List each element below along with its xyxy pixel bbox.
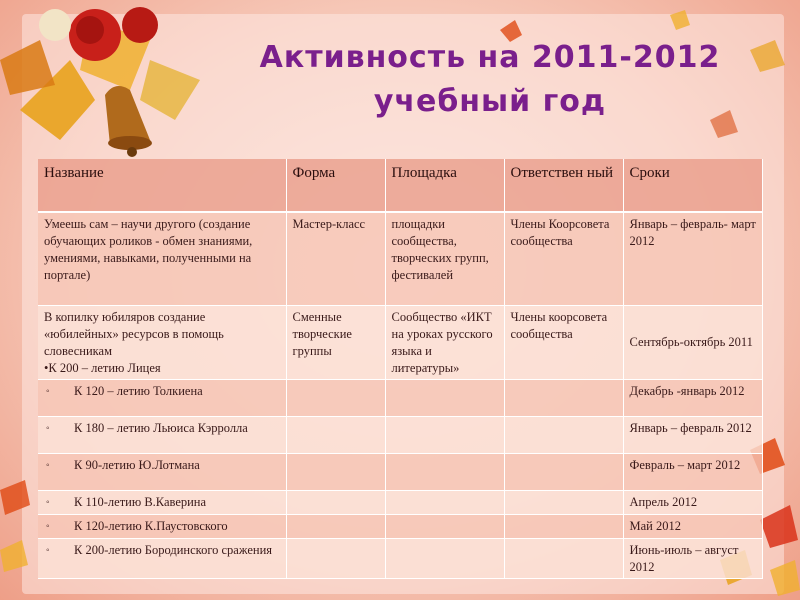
- list-bullet-icon: ◦: [46, 544, 50, 556]
- empty-cell: [286, 538, 385, 578]
- empty-cell: [385, 538, 504, 578]
- list-bullet-icon: ◦: [46, 385, 50, 397]
- header-dates: Сроки: [623, 159, 762, 212]
- subitem-dates-cell: Май 2012: [623, 514, 762, 538]
- row-name-extra-text: •К 200 – летию Лицея: [44, 360, 161, 375]
- subitem-dates-cell: Декабрь -январь 2012: [623, 379, 762, 416]
- header-responsible: Ответствен ный: [504, 159, 623, 212]
- empty-cell: [385, 514, 504, 538]
- subitem-name: К 110-летию В.Каверина: [74, 494, 207, 509]
- row-name-cell: [38, 305, 286, 379]
- table-header-row: [38, 159, 762, 212]
- subitem-dates-cell: Январь – февраль 2012: [623, 416, 762, 453]
- subitem-name-cell: [38, 379, 286, 416]
- row-form-cell: Мастер-класс: [286, 212, 385, 305]
- table-row: [38, 538, 762, 578]
- empty-cell: [504, 514, 623, 538]
- list-bullet-icon: ◦: [46, 496, 50, 508]
- row-name-cell: Умеешь сам – научи другого (создание обучающих роликов - обмен знаниями, умениями, навыками, полученными на портале): [38, 212, 286, 305]
- subitem-name-cell: [38, 514, 286, 538]
- empty-cell: [286, 453, 385, 490]
- header-name: Название: [38, 159, 286, 212]
- table-row: [38, 453, 762, 490]
- empty-cell: [504, 538, 623, 578]
- row-place-cell: Сообщество «ИКТ на уроках русского языка и литературы»: [385, 305, 504, 379]
- header-form: Форма: [286, 159, 385, 212]
- empty-cell: [286, 379, 385, 416]
- subitem-dates-cell: Июнь-июль – август 2012: [623, 538, 762, 578]
- row-form-cell: Сменные творческие группы: [286, 305, 385, 379]
- header-place: Площадка: [385, 159, 504, 212]
- row-dates-cell: Сентябрь-октябрь 2011: [623, 305, 762, 379]
- autumn-leaves-left-decoration: [0, 430, 40, 600]
- table-row: [38, 379, 762, 416]
- row-responsible-cell: Члены коорсовета сообщества: [504, 305, 623, 379]
- subitem-name: К 180 – летию Льюиса Кэрролла: [74, 420, 248, 435]
- table-row: [38, 514, 762, 538]
- empty-cell: [286, 416, 385, 453]
- subitem-name-cell: [38, 538, 286, 578]
- empty-cell: [286, 514, 385, 538]
- activity-plan-table: [38, 159, 763, 579]
- row-place-cell: площадки сообщества, творческих групп, фестивалей: [385, 212, 504, 305]
- list-bullet-icon: ◦: [46, 422, 50, 434]
- table-row: [38, 212, 762, 305]
- empty-cell: [385, 416, 504, 453]
- list-bullet-icon: ◦: [46, 459, 50, 471]
- empty-cell: [504, 416, 623, 453]
- row-responsible-cell: Члены Коорсовета сообщества: [504, 212, 623, 305]
- list-bullet-icon: ◦: [46, 520, 50, 532]
- subitem-name: К 90-летию Ю.Лотмана: [74, 457, 200, 472]
- subitem-name-cell: [38, 416, 286, 453]
- subitem-name: К 120 – летию Толкиена: [74, 383, 203, 398]
- subitem-dates-cell: Апрель 2012: [623, 490, 762, 514]
- subitem-name: К 120-летию К.Паустовского: [74, 518, 228, 533]
- empty-cell: [286, 490, 385, 514]
- empty-cell: [504, 490, 623, 514]
- row-dates-cell: Январь – февраль- март 2012: [623, 212, 762, 305]
- table-row: [38, 490, 762, 514]
- title-line-2: учебный год: [373, 84, 607, 119]
- subitem-dates-cell: Февраль – март 2012: [623, 453, 762, 490]
- empty-cell: [385, 379, 504, 416]
- empty-cell: [385, 490, 504, 514]
- title-line-1: Активность на 2011-2012: [259, 40, 721, 75]
- table-row: [38, 416, 762, 453]
- subitem-name: К 200-летию Бородинского сражения: [74, 542, 273, 557]
- table-row: [38, 305, 762, 379]
- empty-cell: [504, 379, 623, 416]
- row-name-text: В копилку юбиляров создание «юбилейных» ресурсов в помощь словесникам: [44, 309, 224, 358]
- subitem-name-cell: [38, 453, 286, 490]
- empty-cell: [504, 453, 623, 490]
- page-title: [190, 36, 790, 124]
- subitem-name-cell: [38, 490, 286, 514]
- empty-cell: [385, 453, 504, 490]
